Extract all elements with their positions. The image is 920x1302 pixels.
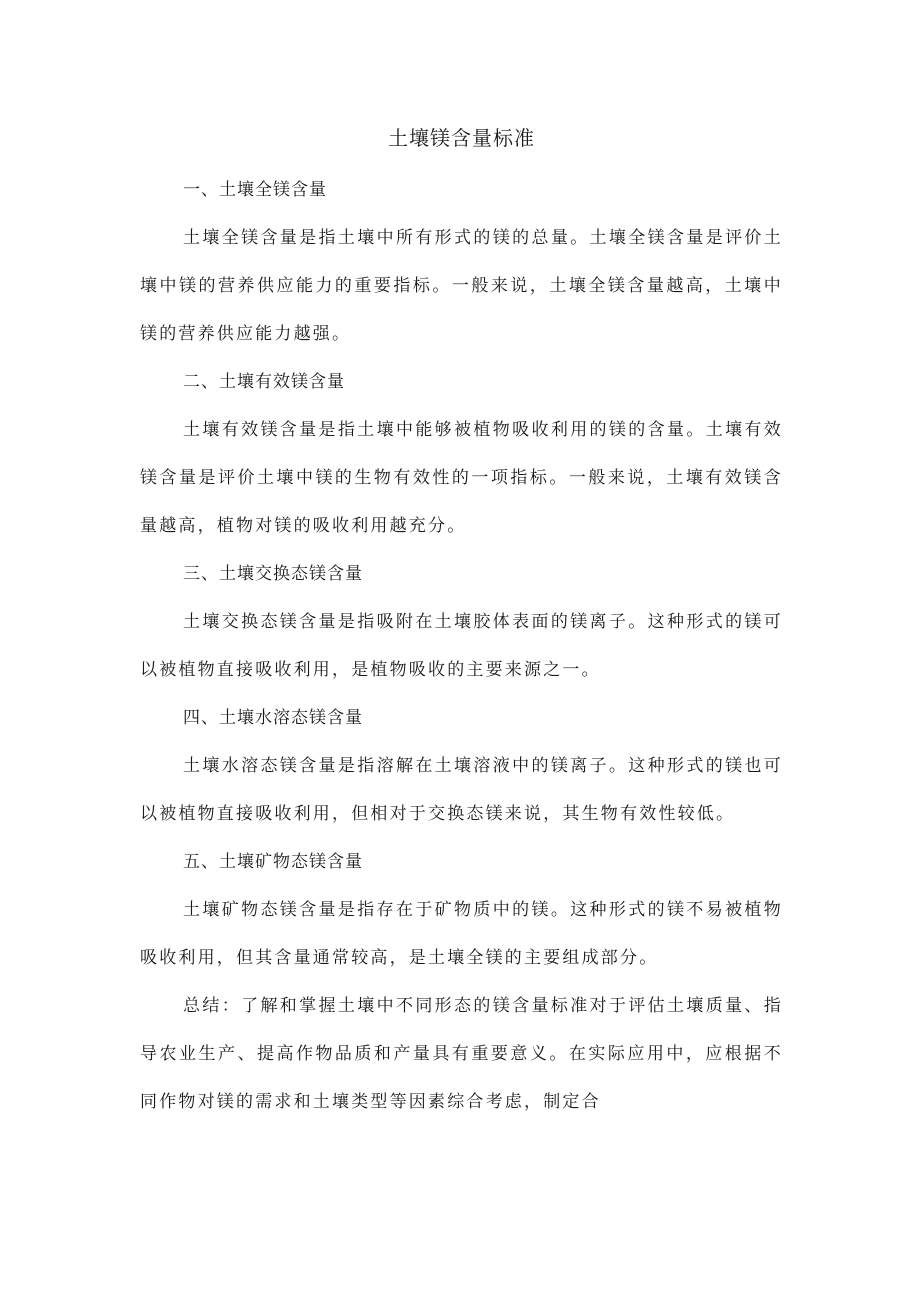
section-heading-1: 一、土壤全镁含量 [183,180,327,200]
section-heading-2: 二、土壤有效镁含量 [183,372,345,392]
document-title: 土壤镁含量标准 [388,126,535,150]
section-heading-3: 三、土壤交换态镁含量 [183,564,363,584]
section-body-3: 土壤交换态镁含量是指吸附在土壤胶体表面的镁离子。这种形式的镁可以被植物直接吸收利用，是植物吸收的主要来源之一。 [140,612,783,680]
section-heading-5: 五、土壤矿物态镁含量 [183,852,363,872]
section-body-1: 土壤全镁含量是指土壤中所有形式的镁的总量。土壤全镁含量是评价土壤中镁的营养供应能力的重要指标。一般来说，土壤全镁含量越高，土壤中镁的营养供应能力越强。 [140,228,783,344]
section-body-2: 土壤有效镁含量是指土壤中能够被植物吸收利用的镁的含量。土壤有效镁含量是评价土壤中镁的生物有效性的一项指标。一般来说，土壤有效镁含量越高，植物对镁的吸收利用越充分。 [140,420,783,536]
summary-paragraph: 总结：了解和掌握土壤中不同形态的镁含量标准对于评估土壤质量、指导农业生产、提高作物品质和产量具有重要意义。在实际应用中，应根据不同作物对镁的需求和土壤类型等因素综合考虑，制定合 [140,996,783,1112]
section-body-5: 土壤矿物态镁含量是指存在于矿物质中的镁。这种形式的镁不易被植物吸收利用，但其含量通常较高，是土壤全镁的主要组成部分。 [140,900,783,968]
document-page [140,118,783,1126]
section-heading-4: 四、土壤水溶态镁含量 [183,708,363,728]
section-body-4: 土壤水溶态镁含量是指溶解在土壤溶液中的镁离子。这种形式的镁也可以被植物直接吸收利用，但相对于交换态镁来说，其生物有效性较低。 [140,756,783,824]
